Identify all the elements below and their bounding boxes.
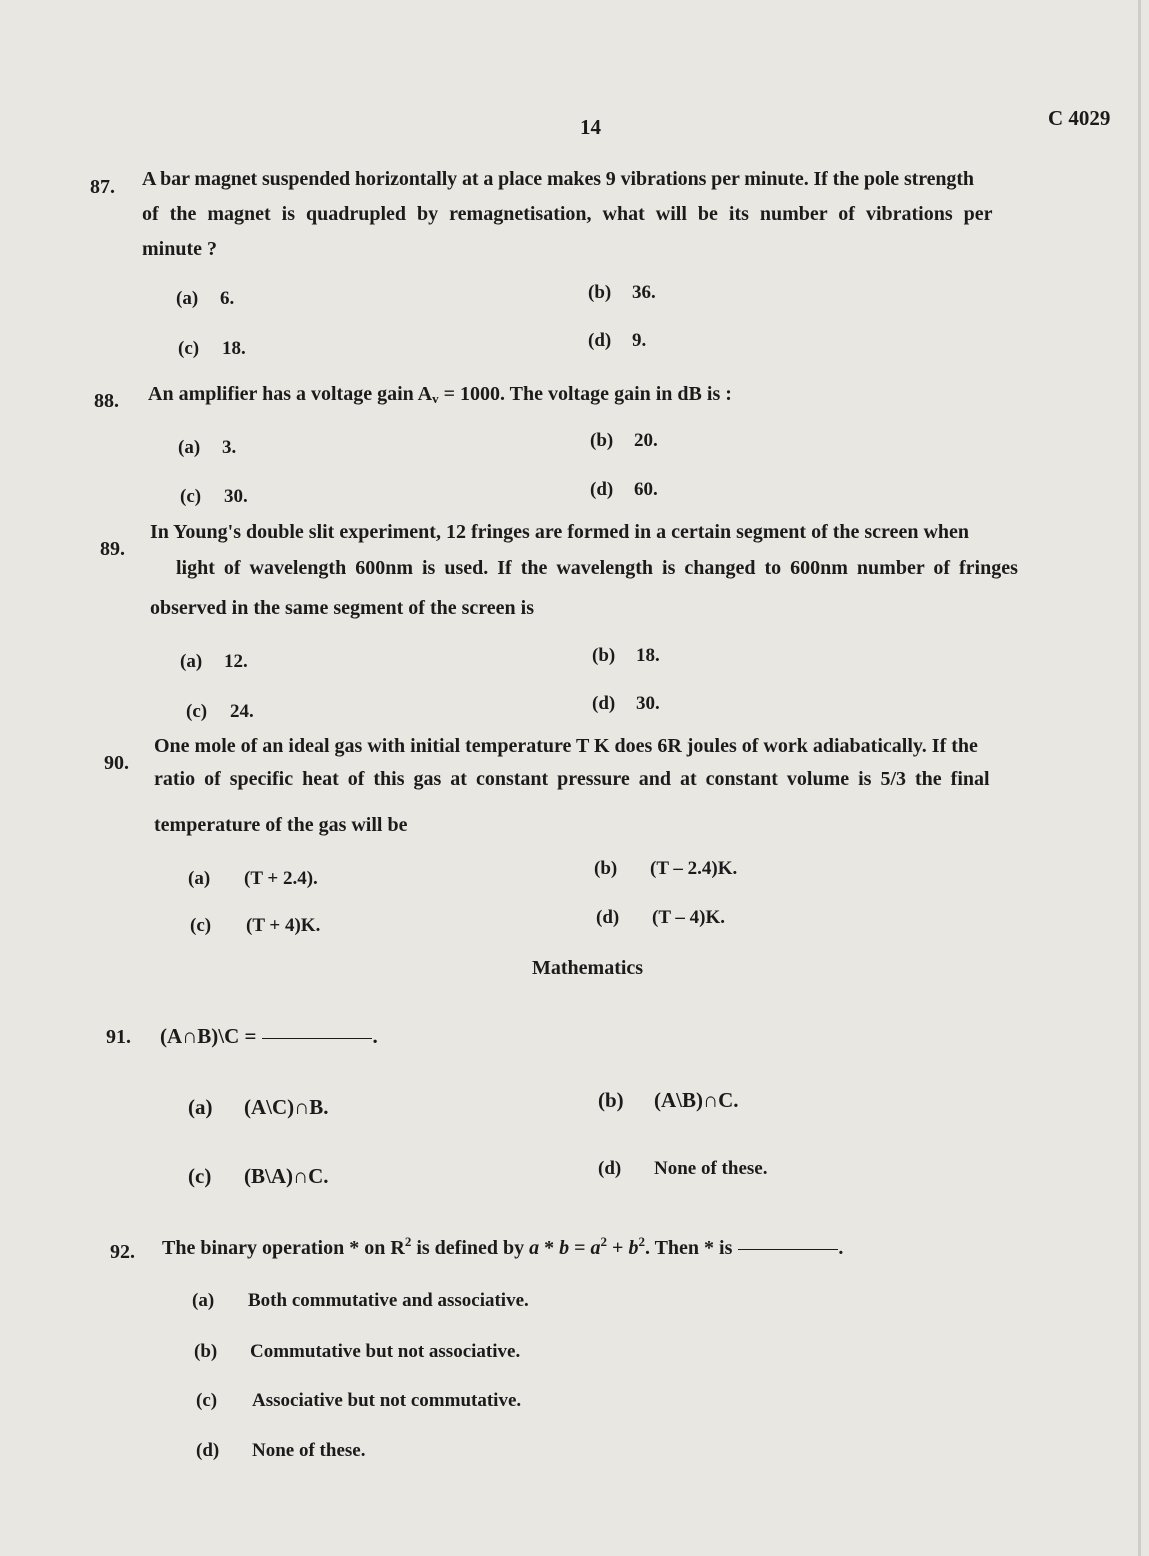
answer-blank bbox=[262, 1038, 372, 1039]
option-d: (d) 30. bbox=[592, 693, 660, 714]
question-text-line: of the magnet is quadrupled by remagnetisation, what will be its number of vibrations per bbox=[142, 203, 993, 225]
answer-blank bbox=[738, 1249, 838, 1250]
question-text: (A∩B)\C = . bbox=[160, 1024, 378, 1048]
question-text-line: light of wavelength 600nm is used. If the wavelength is changed to 600nm number of fringes bbox=[176, 557, 1018, 579]
question-text-line: observed in the same segment of the screen is bbox=[150, 597, 535, 619]
paper-code: C 4029 bbox=[1048, 106, 1111, 130]
option-a: (a) (A\C)∩B. bbox=[188, 1095, 329, 1119]
question-text-line: temperature of the gas will be bbox=[154, 814, 408, 836]
option-c: (c) 30. bbox=[180, 486, 248, 507]
option-b: (b) 18. bbox=[592, 645, 660, 666]
option-b: (b) 36. bbox=[588, 282, 656, 303]
option-a: (a) 6. bbox=[176, 288, 235, 309]
option-b: (b) Commutative but not associative. bbox=[194, 1341, 521, 1362]
question-text-line: minute ? bbox=[142, 238, 217, 260]
question-number: 90. bbox=[104, 752, 129, 774]
option-a: (a) (T + 2.4). bbox=[188, 868, 318, 889]
question-text-line: One mole of an ideal gas with initial temperature T K does 6R joules of work adiabatically. If the bbox=[154, 735, 978, 757]
option-b: (b) (T – 2.4)K. bbox=[594, 858, 738, 879]
question-number: 88. bbox=[94, 390, 119, 412]
option-a: (a) 3. bbox=[178, 437, 237, 458]
option-d: (d) 9. bbox=[588, 330, 647, 351]
question-text: The binary operation * on $R^2$ is defined by $a * b = a^2 + b^2$. Then * is . bbox=[162, 1234, 844, 1259]
question-number: 87. bbox=[90, 176, 115, 198]
option-c: (c) (T + 4)K. bbox=[190, 915, 321, 936]
option-b: (b) 20. bbox=[590, 430, 658, 451]
option-c: (c) (B\A)∩C. bbox=[188, 1164, 329, 1188]
option-c: (c) 18. bbox=[178, 338, 246, 359]
section-title: Mathematics bbox=[532, 957, 644, 979]
page-number: 14 bbox=[580, 115, 601, 139]
option-d: (d) None of these. bbox=[196, 1440, 366, 1461]
option-c: (c) 24. bbox=[186, 701, 254, 722]
option-d: (d) 60. bbox=[590, 479, 658, 500]
question-number: 91. bbox=[106, 1026, 131, 1048]
page-edge bbox=[1138, 0, 1141, 1556]
option-d: (d) (T – 4)K. bbox=[596, 907, 726, 928]
question-text-line: ratio of specific heat of this gas at constant pressure and at constant volume is 5/3 the final bbox=[154, 768, 990, 790]
question-number: 89. bbox=[100, 538, 125, 560]
option-d: (d) None of these. bbox=[598, 1158, 768, 1179]
question-text: An amplifier has a voltage gain $A_v = 1000$. The voltage gain in dB is : bbox=[148, 383, 732, 406]
option-a: (a) Both commutative and associative. bbox=[192, 1290, 529, 1311]
option-c: (c) Associative but not commutative. bbox=[196, 1390, 522, 1411]
option-b: (b) (A\B)∩C. bbox=[598, 1088, 739, 1112]
question-number: 92. bbox=[110, 1241, 135, 1263]
option-a: (a) 12. bbox=[180, 651, 248, 672]
question-text-line: A bar magnet suspended horizontally at a place makes 9 vibrations per minute. If the pole strength bbox=[142, 168, 974, 190]
question-text-line: In Young's double slit experiment, 12 fringes are formed in a certain segment of the screen when bbox=[150, 521, 970, 543]
